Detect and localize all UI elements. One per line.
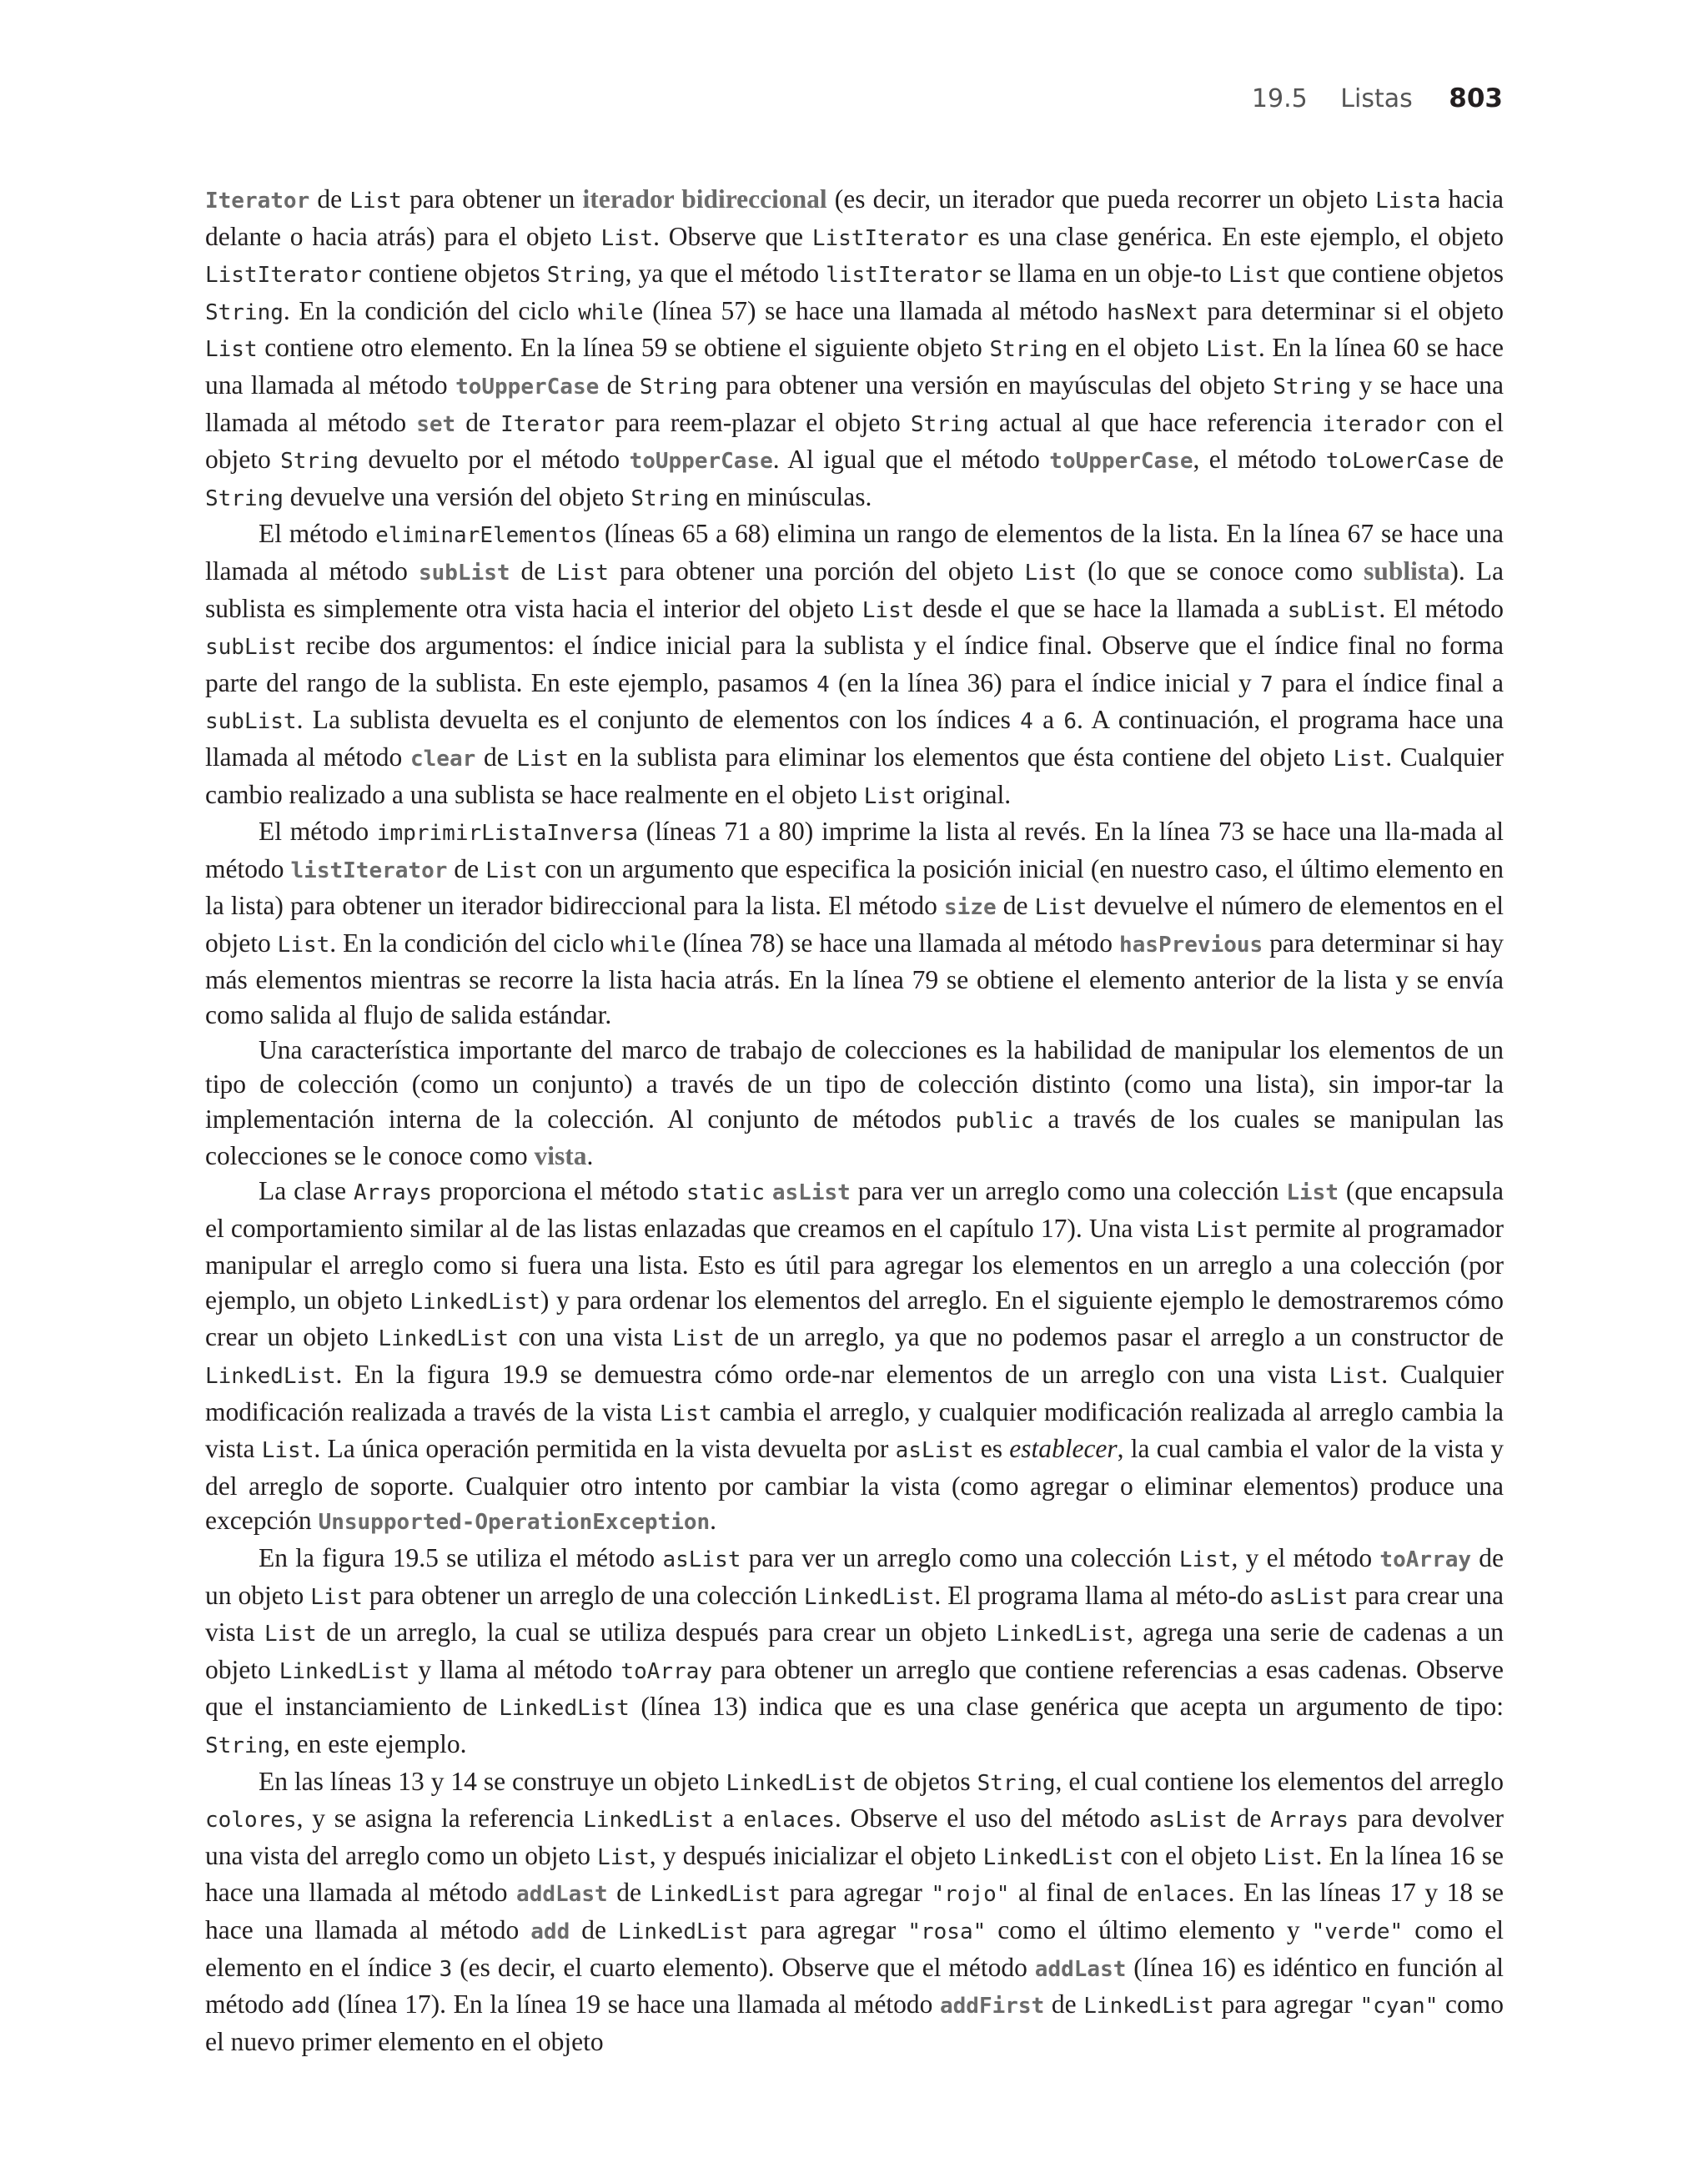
code-term: asList [662, 1547, 741, 1572]
text-run: para ver un arreglo como una colección [850, 1176, 1287, 1206]
code-term: List [597, 1844, 650, 1870]
code-term: String [1273, 374, 1352, 400]
text-run: para agregar [1213, 1989, 1360, 2020]
text-run: y llama al método [409, 1654, 621, 1684]
text-run: . En la línea 16 se hace una llamada al método [205, 1840, 1504, 1908]
code-term: List [1178, 1547, 1232, 1572]
code-term-bold: Iterator [205, 189, 310, 214]
text-run: , la cual cambia el valor de la vista y del arreglo de soporte. Cualquier otro intento por cambiar la vista (como agregar o eliminar elementos) produce una excepción [205, 1434, 1504, 1536]
text-run: . Observe el uso del método [834, 1803, 1149, 1833]
text-run: devuelve una versión del objeto [283, 481, 631, 511]
code-term: LinkedList [982, 1844, 1114, 1870]
code-term: colores [205, 1808, 297, 1833]
code-term: LinkedList [499, 1696, 630, 1722]
text-run: de un arreglo, ya que no podemos pasar el arreglo a un constructor de [724, 1322, 1504, 1352]
text-run: cambia el arreglo, y cualquier modificación realizada al arreglo cambia la vista [205, 1396, 1504, 1464]
code-term: LinkedList [378, 1326, 510, 1352]
text-run: . En la figura 19.9 se demuestra cómo orde-nar elementos de un arreglo con una vista [335, 1360, 1329, 1389]
code-term: public [955, 1108, 1034, 1134]
code-term: String [546, 263, 625, 289]
code-term: enlaces [1136, 1882, 1228, 1908]
text-run: . [710, 1506, 717, 1536]
code-term: LinkedList [409, 1289, 540, 1315]
code-term: List [1228, 263, 1281, 289]
code-term: static [686, 1180, 765, 1206]
text-run: . La sublista devuelta es el conjunto de elementos con los índices [296, 705, 1021, 735]
code-term: "cyan" [1359, 1994, 1439, 2020]
text-run: con el objeto [205, 407, 1504, 475]
body-text [205, 182, 1504, 2059]
text-run: en la sublista para eliminar los elementos que ésta contiene del objeto [569, 742, 1334, 772]
code-term-bold: toUpperCase [1049, 449, 1193, 475]
text-run: para agregar [748, 1914, 908, 1944]
text-run: de [510, 556, 557, 586]
code-term: 3 [439, 1956, 453, 1982]
key-term: sublista [1364, 556, 1450, 586]
code-term: Arrays [354, 1180, 432, 1206]
text-run: es una clase genérica. En este ejemplo, el objeto [968, 221, 1504, 251]
text-run: para determinar si el objeto [1198, 295, 1505, 325]
text-run: ) y para ordenar los elementos del arreglo. En el siguiente ejemplo le demostraremos cómo crear un objeto [205, 1285, 1505, 1352]
code-term: String [989, 337, 1068, 363]
code-term-bold: toUpperCase [629, 449, 773, 475]
key-term: iterador bidireccional [582, 184, 827, 214]
text-run: de [599, 370, 640, 400]
code-term: LinkedList [1083, 1994, 1214, 2020]
code-term: List [672, 1326, 725, 1352]
code-term: LinkedList [279, 1658, 410, 1684]
code-term: String [280, 449, 359, 475]
text-run: devuelto por el método [359, 445, 630, 475]
text-run: para obtener un [401, 184, 583, 214]
text-run: en el objeto [1068, 333, 1207, 363]
text-run: para obtener una versión en mayúsculas del objeto [717, 370, 1273, 400]
text-run: con un argumento que especifica la posición inicial (en nuestro caso, el último elemento en la lista) para obtener un iterador bidireccional para la lista. El método [205, 853, 1505, 921]
code-term: add [291, 1994, 331, 2020]
text-run: para devolver una vista del arreglo como un objeto [205, 1803, 1505, 1870]
code-term: String [205, 299, 284, 325]
code-term: asList [1269, 1584, 1349, 1610]
code-term: ListIterator [205, 263, 362, 289]
code-term-bold: toArray [1379, 1547, 1471, 1572]
text-run: . En la condición del ciclo [329, 928, 611, 958]
text-run: para obtener un arreglo que contiene referencias a esas cadenas. Observe que el instanciamiento de [205, 1654, 1504, 1722]
paragraph [205, 1764, 1504, 2060]
text-run: de objetos [857, 1766, 977, 1796]
text-run: El método [259, 519, 376, 549]
text-run: (líneas 65 a 68) elimina un rango de elementos de la lista. En la línea 67 se hace una llamada al método [205, 519, 1504, 586]
text-run: de [455, 407, 501, 437]
text-run: como el nuevo primer elemento en el objeto [205, 1989, 1504, 2056]
text-run: para crear una vista [205, 1580, 1504, 1647]
text-run: para agregar [781, 1878, 932, 1908]
text-run: de [475, 742, 517, 772]
code-term: List [1329, 1364, 1382, 1389]
text-run: , ya que el método [625, 259, 826, 289]
text-run: contiene otro elemento. En la línea 59 se obtiene el siguiente objeto [257, 333, 990, 363]
text-run: (que encapsula el comportamiento similar al de las listas enlazadas que creamos en el capítulo 17). Una vista [205, 1176, 1504, 1243]
code-term: String [639, 374, 718, 400]
code-term-bold: addLast [1034, 1956, 1127, 1982]
code-term: String [977, 1770, 1056, 1796]
text-run: . En las líneas 17 y 18 se hace una llamada al método [205, 1878, 1504, 1944]
code-term: String [630, 485, 710, 511]
code-term-bold: addFirst [940, 1994, 1045, 2020]
code-term: 7 [1259, 672, 1273, 697]
code-term: "rosa" [907, 1919, 987, 1944]
code-term: List [1206, 337, 1258, 363]
code-term: listIterator [826, 263, 983, 289]
text-run: En la figura 19.5 se utiliza el método [259, 1542, 663, 1572]
code-term: iterador [1322, 411, 1427, 437]
running-head [1252, 83, 1503, 113]
text-run: a través de los cuales se manipulan las colecciones se le conoce como [205, 1104, 1504, 1171]
text-run: . El programa llama al méto-do [934, 1580, 1270, 1610]
text-run: proporciona el método [431, 1176, 687, 1206]
code-term-bold: add [530, 1919, 570, 1944]
code-term: while [578, 299, 644, 325]
code-term: List [516, 746, 569, 772]
text-run: La clase [259, 1176, 354, 1206]
text-run: , y el método [1231, 1542, 1380, 1572]
text-run: (línea 57) se hace una llamada al método [643, 295, 1108, 325]
text-run: , el cual contiene los elementos del arreglo [1055, 1766, 1504, 1796]
code-term: Iterator [500, 411, 605, 437]
code-term: subList [1287, 597, 1379, 623]
text-run: se llama en un obje-to [982, 259, 1229, 289]
code-term: String [910, 411, 989, 437]
text-run: . La única operación permitida en la vista devuelta por [314, 1434, 896, 1464]
text-run: para reem-plazar el objeto [605, 407, 911, 437]
text-run: , en este ejemplo. [283, 1728, 467, 1758]
text-run: (lo que se conoce como [1077, 556, 1364, 586]
text-run: (línea 17). En la línea 19 se hace una llamada al método [330, 1989, 940, 2020]
code-term: eliminarElementos [375, 523, 598, 549]
code-term: 4 [816, 672, 830, 697]
text-run: en minúsculas. [709, 481, 872, 511]
text-run: . Observe que [653, 221, 812, 251]
code-term: List [659, 1401, 712, 1426]
text-run: a [1032, 705, 1064, 735]
code-term: LinkedList [583, 1808, 714, 1833]
code-term: while [610, 932, 676, 958]
code-term-bold: asList [771, 1180, 851, 1206]
text-run: y se hace una llamada al método [205, 370, 1504, 437]
code-term: LinkedList [618, 1919, 749, 1944]
text-run: como el elemento en el índice [205, 1914, 1505, 1982]
code-term: Lista [1375, 189, 1441, 214]
code-term-bold: listIterator [290, 858, 448, 883]
text-run: (línea 13) indica que es una clase genérica que acepta un argumento de tipo: [629, 1692, 1505, 1722]
code-term: subList [205, 709, 297, 735]
code-term: List [862, 597, 915, 623]
paragraph [205, 182, 1504, 516]
text-run: permite al programador manipular el arreglo como si fuera una lista. Esto es útil para agregar los elementos en un arreglo a una colección (por ejemplo, un objeto [205, 1213, 1504, 1315]
text-run: original. [916, 779, 1012, 809]
text-run: , el método [1193, 445, 1326, 475]
text-run: como el último elemento y [986, 1914, 1312, 1944]
text-run: hacia delante o hacia atrás) para el objeto [205, 184, 1505, 251]
text-run: a [713, 1803, 744, 1833]
code-term: List [277, 932, 330, 958]
text-run: . [586, 1141, 594, 1171]
code-term: List [310, 1584, 363, 1610]
code-term: toLowerCase [1325, 449, 1469, 475]
code-term: ListIterator [811, 225, 969, 251]
code-term: List [1024, 560, 1078, 586]
text-run: de [570, 1914, 619, 1944]
text-run [765, 1176, 772, 1205]
code-term: LinkedList [205, 1364, 336, 1389]
code-term: 6 [1063, 709, 1077, 735]
code-term-bold: size [943, 895, 997, 921]
text-run: para determinar si hay más elementos mientras se recorre la lista hacia atrás. En la línea 79 se obtiene el elemento anterior de la lista y se envía como salida al flujo de salida estándar. [205, 928, 1505, 1030]
code-term: List [1196, 1217, 1248, 1243]
code-term: subList [205, 635, 297, 661]
text-run: para ver un arreglo como una colección [741, 1542, 1179, 1572]
text-run: de [1044, 1989, 1084, 2020]
text-run: para obtener un arreglo de una colección [362, 1580, 804, 1610]
paragraph [205, 1541, 1504, 1764]
text-run: . Cualquier cambio realizado a una sublista se hace realmente en el objeto [205, 742, 1505, 809]
code-term: List [264, 1622, 317, 1647]
code-term: LinkedList [996, 1622, 1127, 1647]
text-run: . En la condición del ciclo [283, 295, 579, 325]
code-term: List [600, 225, 654, 251]
code-term: "rojo" [931, 1882, 1010, 1908]
text-run: , y después inicializar el objeto [649, 1840, 983, 1870]
text-run: de [1227, 1803, 1271, 1833]
code-term: List [349, 189, 402, 214]
code-term: String [205, 1733, 284, 1758]
text-run: que contiene objetos [1280, 259, 1504, 289]
code-term: "verde" [1311, 1919, 1404, 1944]
text-run: En las líneas 13 y 14 se construye un objeto [259, 1766, 726, 1796]
code-term: enlaces [743, 1808, 835, 1833]
code-term: List [205, 337, 258, 363]
text-run: de [996, 891, 1035, 921]
code-term: 4 [1020, 709, 1033, 735]
code-term: String [205, 485, 284, 511]
section-number: 19.5 [1251, 84, 1308, 113]
code-term: hasNext [1107, 299, 1198, 325]
code-term-bold: addLast [516, 1882, 608, 1908]
text-run: contiene objetos [361, 259, 547, 289]
text-run: recibe dos argumentos: el índice inicial para la sublista y el índice final. Observe que el índice final no forma parte del rango de la sublista. En este ejemplo, pasamos [205, 631, 1504, 697]
text-run: es [973, 1434, 1010, 1464]
text-run: actual al que hace referencia [988, 407, 1323, 437]
code-term: List [485, 858, 538, 883]
text-run: de [1469, 445, 1504, 475]
text-run: El método [259, 817, 377, 847]
code-term-bold: List [1286, 1180, 1339, 1206]
text-run: al final de [1009, 1878, 1137, 1908]
code-term: Arrays [1270, 1808, 1349, 1833]
text-run: de un arreglo, la cual se utiliza después para crear un objeto [316, 1617, 997, 1647]
text-run: de [309, 184, 350, 214]
code-term: imprimirListaInversa [376, 821, 638, 847]
code-term: LinkedList [726, 1770, 857, 1796]
text-run: . Cualquier modificación realizada a través de la vista [205, 1360, 1505, 1426]
text-run: (es decir, un iterador que pueda recorrer un objeto [826, 184, 1376, 214]
code-term: asList [1148, 1808, 1228, 1833]
code-term-bold: clear [409, 746, 476, 772]
code-term-bold: subList [418, 560, 510, 586]
paragraph [205, 814, 1504, 1033]
code-term: List [1263, 1844, 1316, 1870]
code-term-bold: set [416, 411, 456, 437]
text-run: . El método [1379, 593, 1505, 623]
page-number: 803 [1449, 83, 1503, 113]
text-run: (líneas 71 a 80) imprime la lista al revés. En la línea 73 se hace una lla-mada al método [205, 817, 1504, 883]
emphasis: establecer [1009, 1434, 1118, 1464]
text-run: (es decir, el cuarto elemento). Observe que el método [452, 1952, 1035, 1982]
code-term: List [556, 560, 609, 586]
text-run: desde el que se hace la llamada a [914, 593, 1288, 623]
text-run: con una vista [509, 1322, 673, 1352]
code-term: toArray [620, 1658, 712, 1684]
code-term-bold: Unsupported-OperationException [318, 1510, 711, 1536]
text-run: con el objeto [1113, 1840, 1263, 1870]
text-run: Una característica importante del marco de trabajo de colecciones es la habilidad de manipular los elementos de un tipo de colección (como un conjunto) a través de un tipo de colección distinto (como una lista), sin impor-tar la implementación interna de la colección. Al conjunto de métodos [205, 1034, 1504, 1134]
text-run: de [447, 853, 486, 883]
text-run: devuelve el número de elementos en el objeto [205, 891, 1504, 958]
paragraph [205, 1174, 1504, 1541]
code-term: List [1333, 746, 1386, 772]
text-run: . En la línea 60 se hace una llamada al método [205, 333, 1504, 400]
code-term-bold: toUpperCase [455, 374, 600, 400]
section-title: Listas [1340, 84, 1413, 113]
text-run: (línea 78) se hace una llamada al método [676, 928, 1119, 958]
code-term: asList [895, 1438, 974, 1464]
text-run: de [607, 1878, 651, 1908]
code-term: List [863, 783, 917, 809]
text-run: . Al igual que el método [772, 445, 1050, 475]
key-term: vista [534, 1141, 587, 1171]
text-run: (en la línea 36) para el índice inicial y [829, 667, 1260, 697]
text-run: para obtener una porción del objeto [608, 556, 1025, 586]
code-term: List [261, 1438, 314, 1464]
text-run: . A continuación, el programa hace una llamada al método [205, 705, 1504, 772]
paragraph [205, 1033, 1504, 1174]
paragraph [205, 516, 1504, 814]
text-run: de un objeto [205, 1542, 1505, 1610]
text-run: ). La sublista es simplemente otra vista hacia el interior del objeto [205, 556, 1505, 623]
code-term: LinkedList [803, 1584, 935, 1610]
text-run: , agrega una serie de cadenas a un objeto [205, 1617, 1505, 1684]
text-run: para el índice final a [1273, 667, 1505, 697]
text-run: , y se asigna la referencia [296, 1803, 584, 1833]
code-term: List [1034, 895, 1088, 921]
text-run: (línea 16) es idéntico en función al método [205, 1952, 1504, 2020]
code-term-bold: hasPrevious [1119, 932, 1263, 958]
code-term: LinkedList [650, 1882, 781, 1908]
